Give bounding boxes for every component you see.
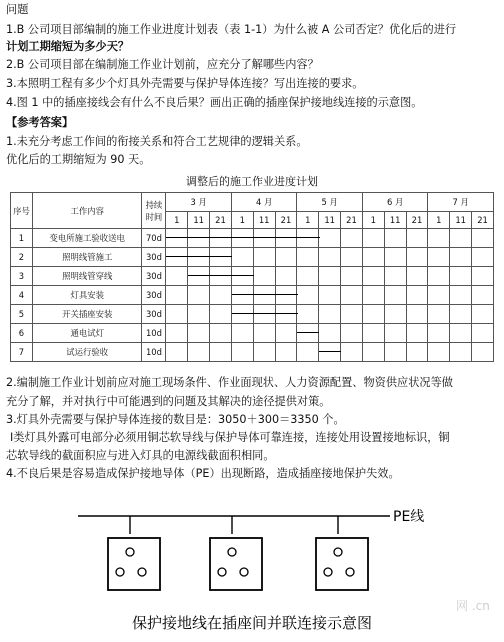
time-cell bbox=[450, 286, 472, 305]
header-day: 11 bbox=[384, 212, 406, 229]
time-cell bbox=[166, 305, 188, 324]
header-day: 1 bbox=[428, 212, 450, 229]
time-cell bbox=[406, 248, 428, 267]
time-cell bbox=[210, 343, 232, 362]
header-day: 1 bbox=[166, 212, 188, 229]
time-cell bbox=[384, 286, 406, 305]
time-cell bbox=[362, 305, 384, 324]
time-cell bbox=[472, 343, 494, 362]
header-month: 6 月 bbox=[362, 193, 428, 212]
header-month: 3 月 bbox=[166, 193, 232, 212]
header-day: 21 bbox=[341, 212, 363, 229]
time-cell bbox=[362, 267, 384, 286]
time-cell bbox=[341, 248, 363, 267]
question-1-line-2: 计划工期缩短为多少天？ bbox=[6, 40, 130, 53]
time-cell bbox=[406, 324, 428, 343]
time-cell bbox=[166, 229, 188, 248]
time-cell bbox=[188, 286, 210, 305]
time-cell bbox=[450, 343, 472, 362]
schedule-table-title: 调整后的施工作业进度计划 bbox=[186, 175, 318, 188]
row-duration: 30d bbox=[142, 286, 166, 305]
time-cell bbox=[231, 324, 253, 343]
time-cell bbox=[188, 305, 210, 324]
answer-3-line-2: Ⅰ类灯具外露可电部分必须用铜芯软导线与保护导体可靠连接，连接处用设置接地标识，铜 bbox=[10, 431, 450, 444]
time-cell bbox=[166, 248, 188, 267]
time-cell bbox=[297, 286, 319, 305]
answer-3-line-3: 芯软导线的截面积应与进入灯具的电源线截面积相同。 bbox=[6, 449, 275, 462]
table-row bbox=[11, 248, 494, 267]
question-3: 3.本照明工程有多少个灯具外壳需要与保护导体连接？写出连接的要求。 bbox=[6, 77, 364, 90]
time-cell bbox=[253, 286, 275, 305]
header-month: 5 月 bbox=[297, 193, 363, 212]
time-cell bbox=[406, 286, 428, 305]
time-cell bbox=[297, 324, 319, 343]
time-cell bbox=[428, 324, 450, 343]
time-cell bbox=[341, 305, 363, 324]
row-seq: 3 bbox=[11, 267, 33, 286]
time-cell bbox=[319, 248, 341, 267]
time-cell bbox=[188, 343, 210, 362]
time-cell bbox=[341, 267, 363, 286]
answer-4: 4.不良后果是容易造成保护接地导体（PE）出现断路，造成插座接地保护失效。 bbox=[6, 467, 400, 480]
time-cell bbox=[210, 267, 232, 286]
row-duration: 30d bbox=[142, 305, 166, 324]
row-seq: 1 bbox=[11, 229, 33, 248]
header-day: 21 bbox=[210, 212, 232, 229]
time-cell bbox=[188, 267, 210, 286]
time-cell bbox=[362, 324, 384, 343]
time-cell bbox=[428, 267, 450, 286]
time-cell bbox=[297, 267, 319, 286]
time-cell bbox=[428, 248, 450, 267]
row-work: 试运行验收 bbox=[32, 343, 142, 362]
time-cell bbox=[472, 286, 494, 305]
schedule-table bbox=[10, 192, 494, 362]
schedule-table-container bbox=[10, 192, 494, 362]
time-cell bbox=[384, 305, 406, 324]
time-cell bbox=[341, 229, 363, 248]
table-row bbox=[11, 267, 494, 286]
time-cell bbox=[297, 248, 319, 267]
time-cell bbox=[166, 286, 188, 305]
time-cell bbox=[275, 248, 297, 267]
time-cell bbox=[275, 305, 297, 324]
time-cell bbox=[297, 343, 319, 362]
time-cell bbox=[210, 305, 232, 324]
time-cell bbox=[450, 305, 472, 324]
watermark: 网 .cn bbox=[456, 599, 490, 613]
row-work: 照明线管施工 bbox=[32, 248, 142, 267]
row-seq: 6 bbox=[11, 324, 33, 343]
time-cell bbox=[275, 286, 297, 305]
time-cell bbox=[406, 267, 428, 286]
time-cell bbox=[406, 305, 428, 324]
question-2: 2.B 公司项目部在编制施工作业计划前，应充分了解哪些内容？ bbox=[6, 58, 319, 71]
time-cell bbox=[275, 324, 297, 343]
header-duration: 持续时间 bbox=[142, 193, 166, 229]
row-seq: 4 bbox=[11, 286, 33, 305]
time-cell bbox=[253, 229, 275, 248]
row-work: 照明线管穿线 bbox=[32, 267, 142, 286]
pe-wiring-diagram bbox=[0, 500, 504, 642]
row-seq: 5 bbox=[11, 305, 33, 324]
time-cell bbox=[450, 229, 472, 248]
time-cell bbox=[384, 229, 406, 248]
time-cell bbox=[231, 286, 253, 305]
time-cell bbox=[472, 248, 494, 267]
time-cell bbox=[450, 324, 472, 343]
time-cell bbox=[319, 305, 341, 324]
time-cell bbox=[472, 267, 494, 286]
header-month: 4 月 bbox=[231, 193, 297, 212]
time-cell bbox=[406, 343, 428, 362]
time-cell bbox=[253, 343, 275, 362]
answer-heading: 【参考答案】 bbox=[6, 116, 74, 129]
time-cell bbox=[384, 324, 406, 343]
table-row bbox=[11, 343, 494, 362]
header-day: 1 bbox=[297, 212, 319, 229]
time-cell bbox=[319, 343, 341, 362]
header-month: 7 月 bbox=[428, 193, 494, 212]
row-duration: 30d bbox=[142, 267, 166, 286]
answer-1-line-1: 1.未充分考虑工作间的衔接关系和符合工艺规律的逻辑关系。 bbox=[6, 135, 308, 148]
time-cell bbox=[406, 229, 428, 248]
time-cell bbox=[472, 229, 494, 248]
row-work: 通电试灯 bbox=[32, 324, 142, 343]
answer-2-line-2: 充分了解，并对执行中可能遇到的问题及其解决的途径提供对策。 bbox=[6, 395, 331, 408]
time-cell bbox=[319, 324, 341, 343]
time-cell bbox=[210, 286, 232, 305]
answer-1-line-2: 优化后的工期缩短为 90 天。 bbox=[6, 153, 151, 166]
row-duration: 70d bbox=[142, 229, 166, 248]
time-cell bbox=[472, 305, 494, 324]
time-cell bbox=[253, 267, 275, 286]
pe-label: PE线 bbox=[393, 509, 425, 525]
time-cell bbox=[231, 229, 253, 248]
row-work: 变电所施工验收送电 bbox=[32, 229, 142, 248]
time-cell bbox=[319, 267, 341, 286]
header-seq: 序号 bbox=[11, 193, 33, 229]
question-heading: 问题 bbox=[6, 3, 29, 16]
time-cell bbox=[231, 267, 253, 286]
socket-1 bbox=[108, 516, 160, 590]
gantt-bar bbox=[319, 351, 341, 352]
header-work: 工作内容 bbox=[32, 193, 142, 229]
time-cell bbox=[384, 343, 406, 362]
row-seq: 2 bbox=[11, 248, 33, 267]
time-cell bbox=[428, 229, 450, 248]
time-cell bbox=[362, 229, 384, 248]
time-cell bbox=[428, 343, 450, 362]
time-cell bbox=[362, 343, 384, 362]
answer-3-line-1: 3.灯具外壳需要与保护导体连接的数目是：3050＋300＝3350 个。 bbox=[6, 413, 345, 426]
gantt-bar bbox=[297, 332, 319, 333]
time-cell bbox=[319, 229, 341, 248]
time-cell bbox=[341, 343, 363, 362]
time-cell bbox=[253, 324, 275, 343]
time-cell bbox=[188, 248, 210, 267]
header-day: 11 bbox=[188, 212, 210, 229]
answer-2-line-1: 2.编制施工作业计划前应对施工现场条件、作业面现状、人力资源配置、物资供应状况等做 bbox=[6, 376, 453, 389]
time-cell bbox=[231, 248, 253, 267]
time-cell bbox=[297, 229, 319, 248]
question-4: 4.图 1 中的插座接线会有什么不良后果？画出正确的插座保护接地线连接的示意图。 bbox=[6, 96, 423, 109]
time-cell bbox=[450, 248, 472, 267]
row-duration: 10d bbox=[142, 324, 166, 343]
time-cell bbox=[275, 267, 297, 286]
row-work: 开关插座安装 bbox=[32, 305, 142, 324]
time-cell bbox=[210, 324, 232, 343]
question-1-line-1: 1.B 公司项目部编制的施工作业进度计划表（表 1-1）为什么被 A 公司否定？优化后的进行 bbox=[6, 23, 457, 36]
row-seq: 7 bbox=[11, 343, 33, 362]
row-duration: 30d bbox=[142, 248, 166, 267]
time-cell bbox=[210, 229, 232, 248]
header-day: 11 bbox=[253, 212, 275, 229]
time-cell bbox=[341, 324, 363, 343]
time-cell bbox=[384, 248, 406, 267]
time-cell bbox=[253, 305, 275, 324]
table-row bbox=[11, 324, 494, 343]
time-cell bbox=[362, 248, 384, 267]
time-cell bbox=[450, 267, 472, 286]
time-cell bbox=[297, 305, 319, 324]
header-day: 21 bbox=[275, 212, 297, 229]
time-cell bbox=[253, 248, 275, 267]
row-work: 灯具安装 bbox=[32, 286, 142, 305]
time-cell bbox=[231, 305, 253, 324]
time-cell bbox=[210, 248, 232, 267]
time-cell bbox=[188, 229, 210, 248]
table-row bbox=[11, 305, 494, 324]
header-day: 21 bbox=[472, 212, 494, 229]
time-cell bbox=[428, 286, 450, 305]
time-cell bbox=[166, 324, 188, 343]
header-day: 21 bbox=[406, 212, 428, 229]
time-cell bbox=[319, 286, 341, 305]
row-duration: 10d bbox=[142, 343, 166, 362]
time-cell bbox=[362, 286, 384, 305]
time-cell bbox=[384, 267, 406, 286]
table-row bbox=[11, 286, 494, 305]
header-day: 11 bbox=[450, 212, 472, 229]
time-cell bbox=[166, 267, 188, 286]
time-cell bbox=[428, 305, 450, 324]
time-cell bbox=[341, 286, 363, 305]
time-cell bbox=[472, 324, 494, 343]
time-cell bbox=[231, 343, 253, 362]
time-cell bbox=[275, 343, 297, 362]
header-day: 1 bbox=[231, 212, 253, 229]
table-row bbox=[11, 229, 494, 248]
time-cell bbox=[166, 343, 188, 362]
header-day: 1 bbox=[362, 212, 384, 229]
socket-2 bbox=[210, 516, 262, 590]
header-day: 11 bbox=[319, 212, 341, 229]
time-cell bbox=[188, 324, 210, 343]
time-cell bbox=[275, 229, 297, 248]
socket-3 bbox=[316, 516, 368, 590]
diagram-caption: 保护接地线在插座间并联连接示意图 bbox=[131, 614, 373, 632]
